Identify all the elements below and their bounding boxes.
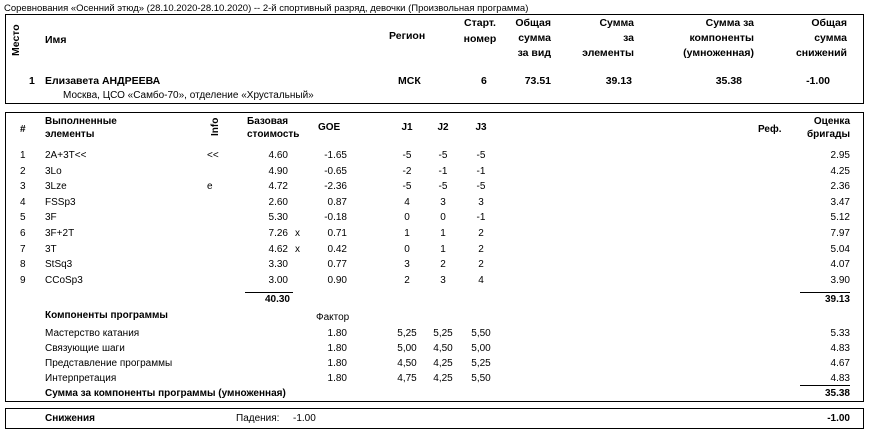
element-cell-j1: 4 <box>404 196 410 208</box>
elements-total-score: 39.13 <box>824 294 850 305</box>
element-cell-info: << <box>207 150 219 161</box>
component-cell-factor: 1.80 <box>327 328 347 339</box>
element-cell-score: 2.36 <box>830 181 850 193</box>
element-cell-score: 5.04 <box>830 243 850 255</box>
component-cell-j2: 4,25 <box>433 358 453 369</box>
component-cell-score: 4.67 <box>830 358 850 369</box>
element-cell-j1: -2 <box>402 165 412 177</box>
header-total-1: Общая <box>515 17 551 29</box>
element-cell-goe: 0.87 <box>327 196 347 208</box>
component-cell-score: 4.83 <box>830 343 850 354</box>
element-cell-j2: 1 <box>440 228 446 239</box>
component-cell-j1: 4,75 <box>397 373 417 384</box>
deductions-label: Снижения <box>45 413 95 424</box>
falls-value: -1.00 <box>293 413 316 424</box>
element-cell-base: 4.72 <box>268 181 288 193</box>
element-cell-base: 2.60 <box>268 196 288 208</box>
deductions-box <box>5 408 864 429</box>
element-cell-j3: 2 <box>478 243 484 255</box>
col-score-1: Оценка <box>813 116 850 127</box>
element-cell-j3: -5 <box>476 181 486 193</box>
element-cell-n: 8 <box>20 259 26 271</box>
score-total-line <box>800 292 850 293</box>
header-total-2: сумма <box>518 32 551 44</box>
element-cell-score: 3.47 <box>830 196 850 208</box>
element-cell-j2: -1 <box>438 165 448 177</box>
element-cell-j3: 2 <box>478 228 484 239</box>
component-cell-factor: 1.80 <box>327 358 347 369</box>
component-cell-factor: 1.80 <box>327 343 347 354</box>
element-cell-j1: 3 <box>404 259 410 271</box>
component-cell-j1: 5,25 <box>397 328 417 339</box>
header-components-1: Сумма за <box>705 17 754 29</box>
header-elements-3: элементы <box>582 47 634 59</box>
header-components-3: (умноженная) <box>683 47 754 59</box>
athlete-club: Москва, ЦСО «Самбо-70», отделение «Хрустальный» <box>63 90 314 101</box>
element-cell-base: 4.90 <box>268 165 288 177</box>
element-cell-goe: 0.71 <box>327 228 347 239</box>
component-cell-j2: 4,50 <box>433 343 453 354</box>
component-cell-name: Представление программы <box>45 358 173 369</box>
component-cell-score: 5.33 <box>830 328 850 339</box>
component-cell-j3: 5,50 <box>471 328 491 339</box>
element-cell-x: x <box>295 228 300 239</box>
element-cell-j2: 1 <box>440 243 446 255</box>
element-cell-goe: -2.36 <box>324 181 347 193</box>
element-cell-j2: -5 <box>438 181 448 193</box>
event-title: Соревнования «Осенний этюд» (28.10.2020-28.10.2020) -- 2-й спортивный разряд, девочки (Произвольная программа) <box>4 3 529 14</box>
element-cell-n: 5 <box>20 212 26 224</box>
falls-label: Падения: <box>236 413 280 424</box>
element-cell-j3: -1 <box>476 165 486 177</box>
col-info: Info <box>210 117 221 136</box>
element-cell-el: 3F <box>45 212 57 224</box>
element-cell-goe: -1.65 <box>324 150 347 161</box>
component-cell-name: Мастерство катания <box>45 328 140 339</box>
element-cell-x: x <box>295 243 300 255</box>
component-cell-j3: 5,00 <box>471 343 491 354</box>
component-cell-factor: 1.80 <box>327 373 347 384</box>
element-cell-n: 4 <box>20 196 26 208</box>
element-cell-j1: -5 <box>402 181 412 193</box>
element-cell-score: 5.12 <box>830 212 850 224</box>
element-cell-j3: 2 <box>478 259 484 271</box>
header-start-1: Старт. <box>464 17 496 29</box>
element-cell-goe: -0.18 <box>324 212 347 224</box>
component-cell-j2: 4,25 <box>433 373 453 384</box>
element-cell-goe: 0.77 <box>327 259 347 271</box>
element-cell-base: 5.30 <box>268 212 288 224</box>
col-elements-1: Выполненные <box>45 116 117 127</box>
athlete-place: 1 <box>29 75 35 87</box>
col-goe: GOE <box>318 122 341 133</box>
element-cell-j1: -5 <box>402 150 412 161</box>
deductions-total: -1.00 <box>827 413 850 424</box>
col-base-2: стоимость <box>247 129 300 140</box>
athlete-region: МСК <box>398 75 421 87</box>
components-total-line <box>800 385 850 386</box>
element-cell-j3: -5 <box>476 150 486 161</box>
element-cell-el: 3Lze <box>45 181 67 193</box>
element-cell-base: 7.26 <box>268 228 288 239</box>
athlete-deductions: -1.00 <box>806 75 830 87</box>
col-ref: Реф. <box>758 124 782 135</box>
element-cell-info: e <box>207 181 213 193</box>
element-cell-el: 3Lo <box>45 165 62 177</box>
element-cell-j3: -1 <box>476 212 486 224</box>
components-total-value: 35.38 <box>824 388 850 399</box>
col-elements-2: элементы <box>45 129 95 140</box>
element-cell-j3: 4 <box>478 274 484 286</box>
header-deductions-2: сумма <box>814 32 847 44</box>
header-components-2: компоненты <box>689 32 754 44</box>
header-elements-1: Сумма <box>599 17 634 29</box>
element-cell-j2: -5 <box>438 150 448 161</box>
element-cell-j3: 3 <box>478 196 484 208</box>
element-cell-el: CCoSp3 <box>45 274 83 286</box>
element-cell-base: 4.62 <box>268 243 288 255</box>
element-cell-goe: 0.90 <box>327 274 347 286</box>
element-cell-base: 4.60 <box>268 150 288 161</box>
element-cell-el: 2A+3T<< <box>45 150 87 161</box>
header-place: Место <box>10 24 22 56</box>
athlete-name: Елизавета АНДРЕЕВА <box>45 75 161 87</box>
base-total-line <box>245 292 293 293</box>
element-cell-el: 3T <box>45 243 57 255</box>
element-cell-n: 2 <box>20 165 26 177</box>
col-j1: J1 <box>401 122 413 133</box>
element-cell-n: 6 <box>20 228 26 239</box>
component-cell-name: Интерпретация <box>45 373 117 384</box>
element-cell-j2: 3 <box>440 196 446 208</box>
component-cell-j2: 5,25 <box>433 328 453 339</box>
element-cell-j1: 0 <box>404 243 410 255</box>
element-cell-score: 3.90 <box>830 274 850 286</box>
col-score-2: бригады <box>806 129 850 140</box>
element-cell-score: 4.25 <box>830 165 850 177</box>
col-base-1: Базовая <box>247 116 289 127</box>
element-cell-el: FSSp3 <box>45 196 76 208</box>
element-cell-j1: 2 <box>404 274 410 286</box>
elements-total-base: 40.30 <box>264 294 290 305</box>
element-cell-base: 3.00 <box>268 274 288 286</box>
components-title: Компоненты программы <box>45 310 168 321</box>
element-cell-n: 7 <box>20 243 26 255</box>
element-cell-score: 4.07 <box>830 259 850 271</box>
components-factor-header: Фактор <box>316 312 350 323</box>
col-num: # <box>20 124 26 135</box>
header-total-3: за вид <box>517 47 551 59</box>
element-cell-base: 3.30 <box>268 259 288 271</box>
component-cell-score: 4.83 <box>830 373 850 384</box>
element-cell-n: 1 <box>20 150 26 161</box>
element-cell-j1: 0 <box>404 212 410 224</box>
component-cell-j3: 5,50 <box>471 373 491 384</box>
header-deductions-1: Общая <box>811 17 847 29</box>
header-deductions-3: снижений <box>795 47 847 59</box>
element-cell-j2: 0 <box>440 212 446 224</box>
element-cell-goe: -0.65 <box>324 165 347 177</box>
col-j2: J2 <box>437 122 449 133</box>
athlete-components: 35.38 <box>715 75 742 87</box>
athlete-elements: 39.13 <box>605 75 632 87</box>
header-name: Имя <box>45 34 67 46</box>
element-cell-j2: 3 <box>440 274 446 286</box>
element-cell-goe: 0.42 <box>327 243 347 255</box>
component-cell-name: Связующие шаги <box>45 343 125 354</box>
element-cell-j2: 2 <box>440 259 446 271</box>
athlete-start: 6 <box>481 75 487 87</box>
header-elements-2: за <box>623 32 634 44</box>
element-cell-j1: 1 <box>404 228 410 239</box>
col-j3: J3 <box>475 122 487 133</box>
element-cell-n: 3 <box>20 181 26 193</box>
component-cell-j1: 4,50 <box>397 358 417 369</box>
element-cell-el: StSq3 <box>45 259 73 271</box>
component-cell-j3: 5,25 <box>471 358 491 369</box>
element-cell-n: 9 <box>20 274 26 286</box>
header-region: Регион <box>389 30 426 42</box>
element-cell-el: 3F+2T <box>45 228 75 239</box>
element-cell-score: 7.97 <box>830 228 850 239</box>
athlete-total: 73.51 <box>524 75 551 87</box>
components-total-label: Сумма за компоненты программы (умноженная) <box>45 388 286 399</box>
component-cell-j1: 5,00 <box>397 343 417 354</box>
header-start-2: номер <box>463 33 497 45</box>
element-cell-score: 2.95 <box>830 150 850 161</box>
